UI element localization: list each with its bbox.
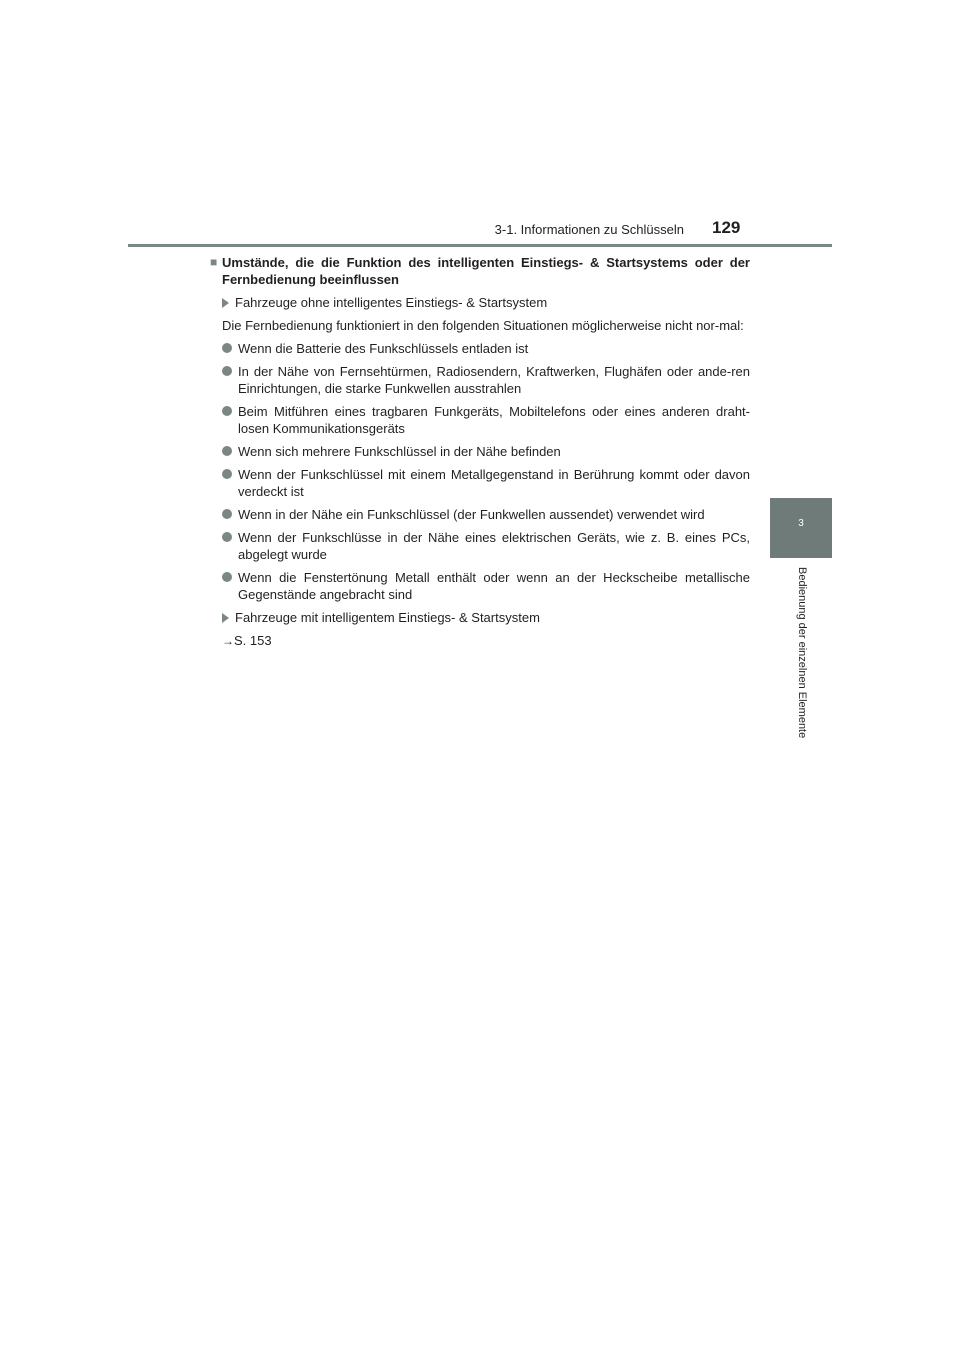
list-item <box>222 403 750 437</box>
list-item <box>222 529 750 563</box>
bullet-dot-icon <box>222 406 232 416</box>
list-item <box>222 443 750 460</box>
list-item-text: Wenn die Fenstertönung Metall enthält oder wenn an der Heckscheibe metallische Gegenstände angebracht sind <box>238 570 750 602</box>
subheading-without-system <box>222 294 750 311</box>
page-reference[interactable] <box>222 632 750 650</box>
bullet-dot-icon <box>222 509 232 519</box>
list-item-text: In der Nähe von Fernsehtürmen, Radiosendern, Kraftwerken, Flughäfen oder ande-ren Einrichtungen, die starke Funkwellen ausstrahlen <box>238 364 750 396</box>
bullet-dot-icon <box>222 366 232 376</box>
bullet-dot-icon <box>222 532 232 542</box>
triangle-arrow-icon <box>222 613 229 623</box>
list-item-text: Beim Mitführen eines tragbaren Funkgeräts, Mobiltelefons oder eines anderen draht-losen Kommunikationsgeräts <box>238 404 750 436</box>
header-divider <box>128 244 832 247</box>
bullet-dot-icon <box>222 343 232 353</box>
bullet-dot-icon <box>222 469 232 479</box>
subheading-with-system <box>222 609 750 626</box>
section-heading <box>210 254 750 288</box>
list-item <box>222 466 750 500</box>
intro-paragraph: Die Fernbedienung funktioniert in den folgenden Situationen möglicherweise nicht nor-mal: <box>222 318 744 333</box>
chapter-label: Bedienung der einzelnen Elemente <box>796 567 808 739</box>
subheading-text: Fahrzeuge mit intelligentem Einstiegs- & Startsystem <box>235 610 540 625</box>
list-item <box>222 506 750 523</box>
page-number: 129 <box>712 218 741 237</box>
heading-text: Umstände, die die Funktion des intelligenten Einstiegs- & Startsystems oder der Fernbedienung beeinflussen <box>222 255 750 287</box>
chapter-number: 3 <box>798 518 804 529</box>
chapter-tab <box>770 498 832 558</box>
triangle-arrow-icon <box>222 298 229 308</box>
subheading-text: Fahrzeuge ohne intelligentes Einstiegs- & Startsystem <box>235 295 548 310</box>
list-item-text: Wenn der Funkschlüsse in der Nähe eines elektrischen Geräts, wie z. B. eines PCs, abgelegt wurde <box>238 530 750 562</box>
list-item-text: Wenn sich mehrere Funkschlüssel in der Nähe befinden <box>238 444 561 459</box>
section-title: 3-1. Informationen zu Schlüsseln <box>494 222 684 237</box>
list-item-text: Wenn in der Nähe ein Funkschlüssel (der Funkwellen aussendet) verwendet wird <box>238 507 705 522</box>
square-bullet-icon: ■ <box>210 255 218 269</box>
list-item <box>222 363 750 397</box>
list-item-text: Wenn die Batterie des Funkschlüssels entladen ist <box>238 341 529 356</box>
list-item-text: Wenn der Funkschlüssel mit einem Metallgegenstand in Berührung kommt oder davon verdeckt ist <box>238 467 750 499</box>
list-item <box>222 340 750 357</box>
list-item <box>222 569 750 603</box>
bullet-dot-icon <box>222 446 232 456</box>
main-content <box>210 254 750 650</box>
page-reference-text: S. 153 <box>234 633 272 648</box>
arrow-right-icon: → <box>222 634 234 648</box>
bullet-dot-icon <box>222 572 232 582</box>
